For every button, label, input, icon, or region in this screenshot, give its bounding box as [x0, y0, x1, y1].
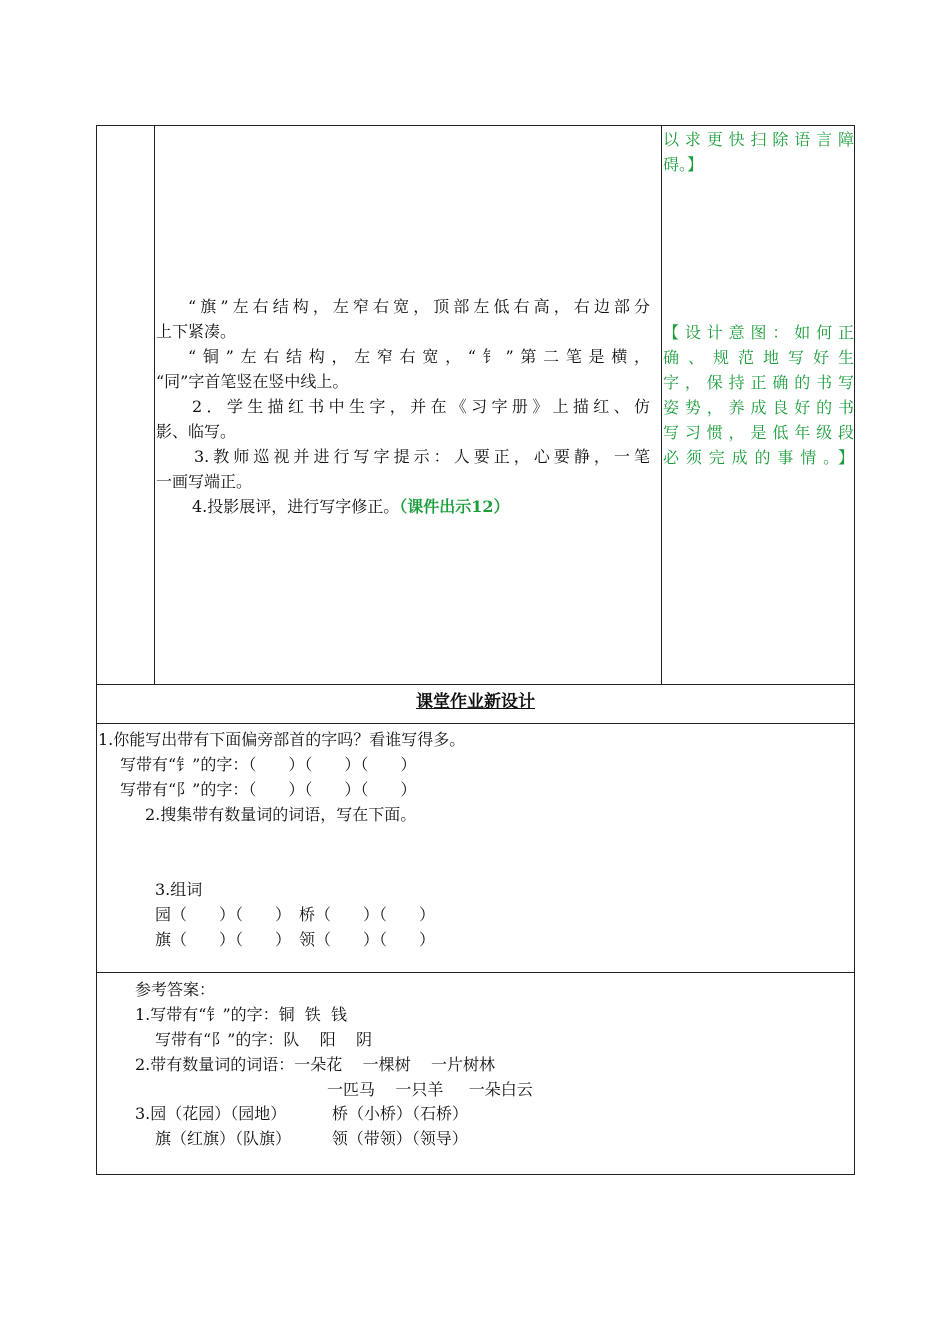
homework-q2: 2.搜集带有数量词的词语，写在下面。: [145, 805, 417, 824]
homework-q3-row1: 园（ ）（ ） 桥（ ）（ ）: [155, 905, 436, 924]
answer-line: 旗（红旗）（队旗） 领（带领）（领导）: [155, 1129, 468, 1148]
design-intent-note: 【设计意图：如何正 确、规范地写好生 字，保持正确的书写 姿势，养成良好的书 写习惯，是低年级段 必须完成的事情。】: [663, 323, 854, 467]
step-line: “旗”左右结构，左窄右宽，顶部左低右高，右边部分: [188, 297, 650, 316]
step-line: “铜”左右结构，左窄右宽，“钅”第二笔是横，: [188, 347, 650, 366]
step-line: 2．学生描红书中生字，并在《习字册》上描红、仿: [192, 397, 650, 416]
step-line: “同”字首笔竖在竖中线上。: [156, 372, 349, 391]
design-note-language-end: 碍。】: [663, 155, 704, 174]
step-line: 影、临写。: [156, 422, 237, 441]
column-divider-right: [661, 125, 662, 685]
answer-line: 一匹马 一只羊 一朵白云: [327, 1080, 533, 1099]
courseware-note: （课件出示12）: [399, 497, 510, 516]
step-line: 上下紧凑。: [156, 322, 237, 341]
homework-q3: 3.组词: [155, 880, 203, 899]
homework-title: 课堂作业新设计: [416, 692, 535, 712]
step-line-wrap: [156, 444, 650, 469]
homework-q1: 1.你能写出带有下面偏旁部首的字吗？看谁写得多。: [98, 730, 466, 749]
step-line: 一画写端正。: [156, 472, 253, 491]
answer-line: 3.园（花园）（园地） 桥（小桥）（石桥）: [135, 1104, 469, 1123]
step-line: 3.教师巡视并进行写字提示：人要正，心要静，一笔: [194, 447, 650, 466]
homework-q1-fu: 写带有“阝”的字：（ ）（ ）（ ）: [120, 780, 417, 799]
answers-heading: 参考答案：: [135, 980, 216, 999]
teaching-steps: [156, 294, 650, 319]
homework-q3-row2: 旗（ ）（ ） 领（ ）（ ）: [155, 930, 436, 949]
answer-line: 2.带有数量词的词语：一朵花 一棵树 一片树林: [135, 1055, 495, 1074]
step-line-wrap: [156, 394, 650, 419]
row-divider-title: [96, 723, 855, 724]
design-note-language: 以求更快扫除语言障: [663, 130, 854, 149]
answer-line: 写带有“阝”的字：队 阳 阴: [155, 1030, 373, 1049]
step-line-wrap: [156, 344, 650, 369]
homework-q1-jin: 写带有“钅”的字：（ ）（ ）（ ）: [120, 755, 417, 774]
row-divider-answers: [96, 972, 855, 973]
column-divider-left: [154, 125, 155, 685]
row-divider-top: [96, 684, 855, 685]
step-line: 4.投影展评，进行写字修正。（课件出示12）: [192, 497, 510, 516]
answer-line: 1.写带有“钅”的字：铜 铁 钱: [135, 1005, 347, 1024]
